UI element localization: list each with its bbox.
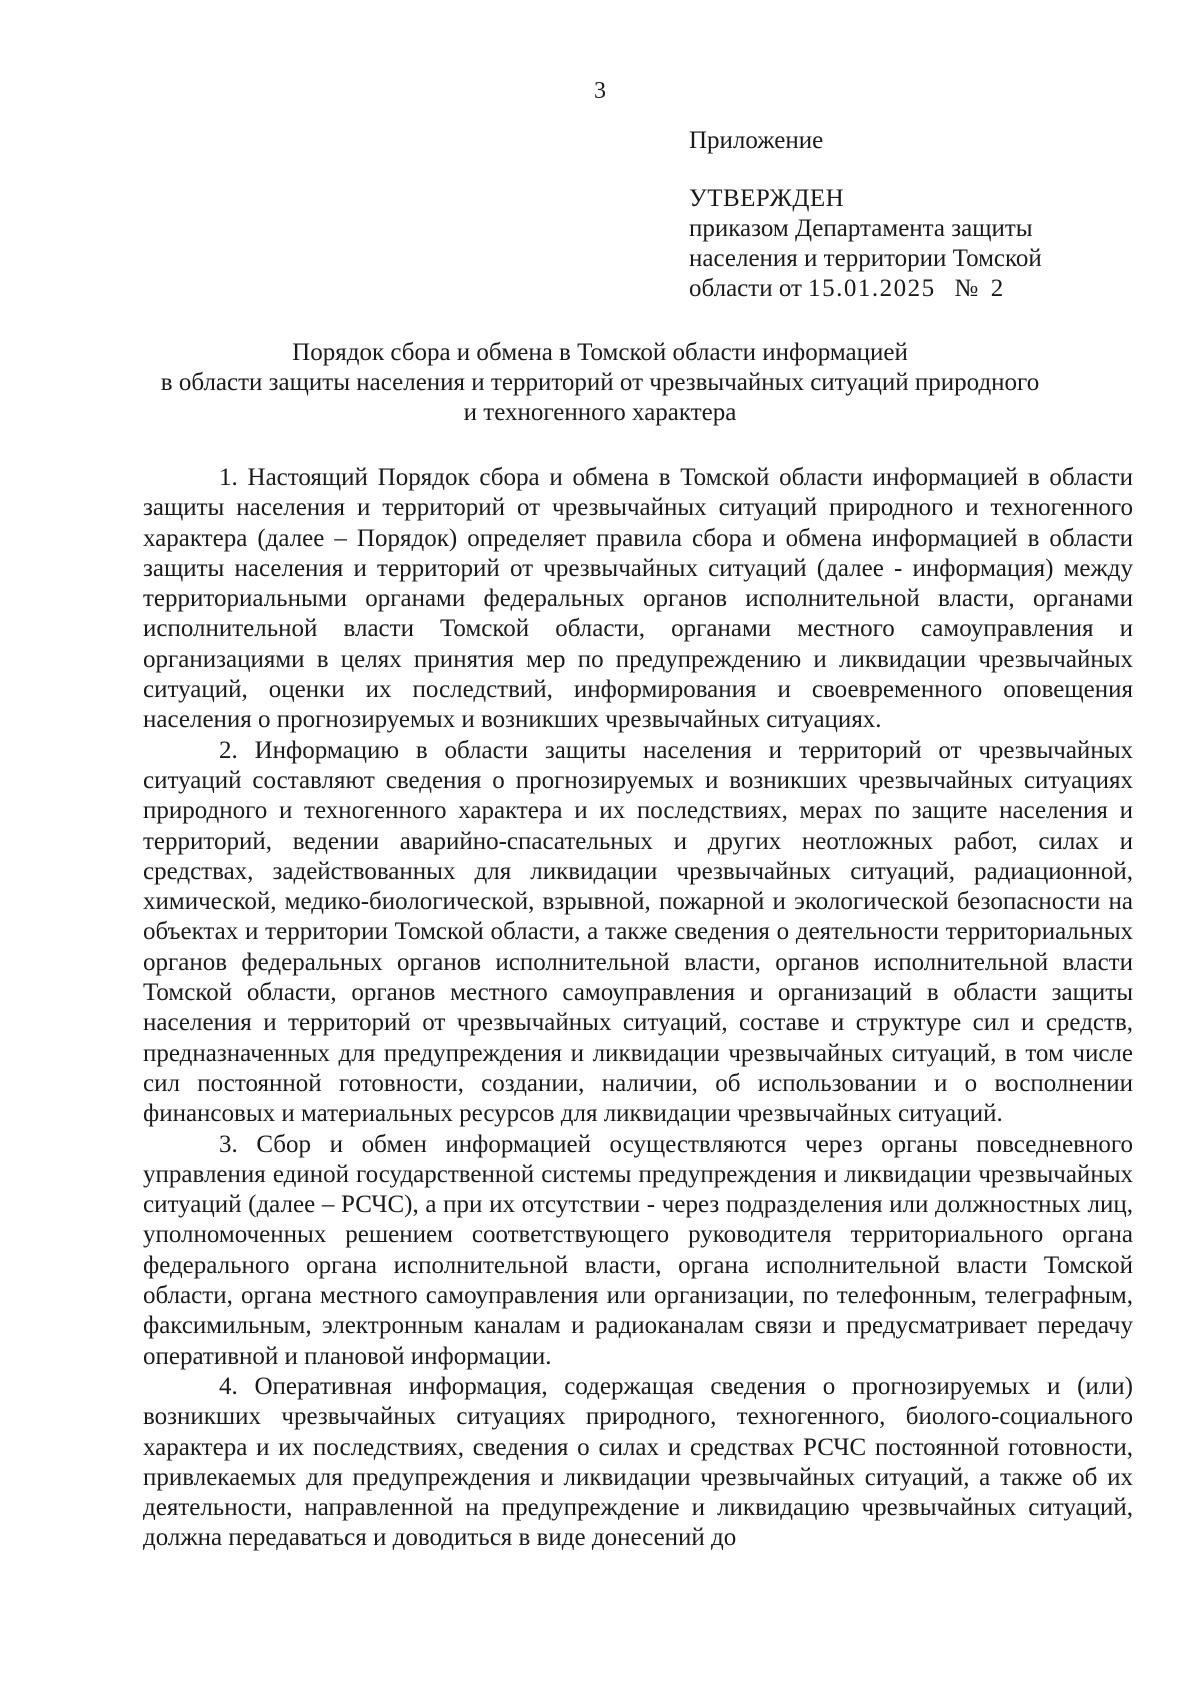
approval-line-1: приказом Департамента защиты (689, 215, 1033, 242)
paragraph-2: 2. Информацию в области защиты населения и территорий от чрезвычайных ситуаций составляют сведения о прогнозируемых и возникших чрезвычайных ситуациях природного и техногенного характера и их последствиях, мерах по защите населения и территорий, ведении аварийно-спасательных и других неотложных работ, силах и средствах, задействованных для ликвидации чрезвычайных ситуаций, радиационной, химической, медико-биологической, взрывной, пожарной и экологической безопасности на объектах и территории Томской области, а также сведения о деятельности территориальных органов федеральных органов исполнительной власти, органов исполнительной власти Томской области, органов местного самоуправления и организаций в области защиты населения и территорий от чрезвычайных ситуаций, составе и структуре сил и средств, предназначенных для предупреждения и ликвидации чрезвычайных ситуаций, в том числе сил постоянной готовности, создании, наличии, об использовании и о восполнении финансовых и материальных ресурсов для ликвидации чрезвычайных ситуаций. (143, 736, 1133, 1128)
approval-date-line (689, 274, 1159, 304)
approved-label: УТВЕРЖДЕН (689, 185, 845, 212)
paragraph-1: 1. Настоящий Порядок сбора и обмена в Томской области информацией в области защиты населения и территорий от чрезвычайных ситуаций природного и техногенного характера (далее – Порядок) определяет правила сбора и обмена информацией в области защиты населения и территорий от чрезвычайных ситуаций (далее - информация) между территориальными органами федеральных органов исполнительной власти, органами исполнительной власти Томской области, органами местного самоуправления и организациями в целях принятия мер по предупреждению и ликвидации чрезвычайных ситуаций, оценки их последствий, информирования и своевременного оповещения населения о прогнозируемых и возникших чрезвычайных ситуациях. (143, 464, 1133, 734)
approval-date: 15.01.2025 (808, 275, 936, 302)
number-sign: № (954, 275, 979, 302)
appendix-label: Приложение (689, 127, 824, 154)
document-body (143, 463, 1133, 1554)
approval-block (689, 126, 1159, 304)
title-line-1: Порядок сбора и обмена в Томской области информацией (292, 339, 908, 366)
paragraph-4: 4. Оперативная информация, содержащая сведения о прогнозируемых и (или) возникших чрезвычайных ситуациях природного, техногенного, биолого-социального характера и их последствиях, сведения о силах и средствах РСЧС постоянной готовности, привлекаемых для предупреждения и ликвидации чрезвычайных ситуаций, а также об их деятельности, направленной на предупреждение и ликвидацию чрезвычайных ситуаций, должна передаваться и доводиться в виде донесений до (143, 1372, 1133, 1552)
title-line-2: в области защиты населения и территорий от чрезвычайных ситуаций природного (160, 369, 1040, 396)
title-line-3: и техногенного характера (463, 399, 737, 426)
approval-line-3-prefix: области от (689, 275, 809, 302)
page-number: 3 (594, 78, 606, 104)
approval-number: 2 (990, 275, 1005, 302)
approval-line-2: населения и территории Томской (689, 245, 1042, 272)
document-title (150, 338, 1050, 428)
paragraph-3: 3. Сбор и обмен информацией осуществляются через органы повседневного управления единой государственной системы предупреждения и ликвидации чрезвычайных ситуаций (далее – РСЧС), а при их отсутствии - через подразделения или должностных лиц, уполномоченных решением соответствующего руководителя территориального органа федерального органа исполнительной власти, органа исполнительной власти Томской области, органа местного самоуправления или организации, по телефонным, телеграфным, факсимильным, электронным каналам и радиоканалам связи и предусматривает передачу оперативной и плановой информации. (143, 1130, 1133, 1370)
